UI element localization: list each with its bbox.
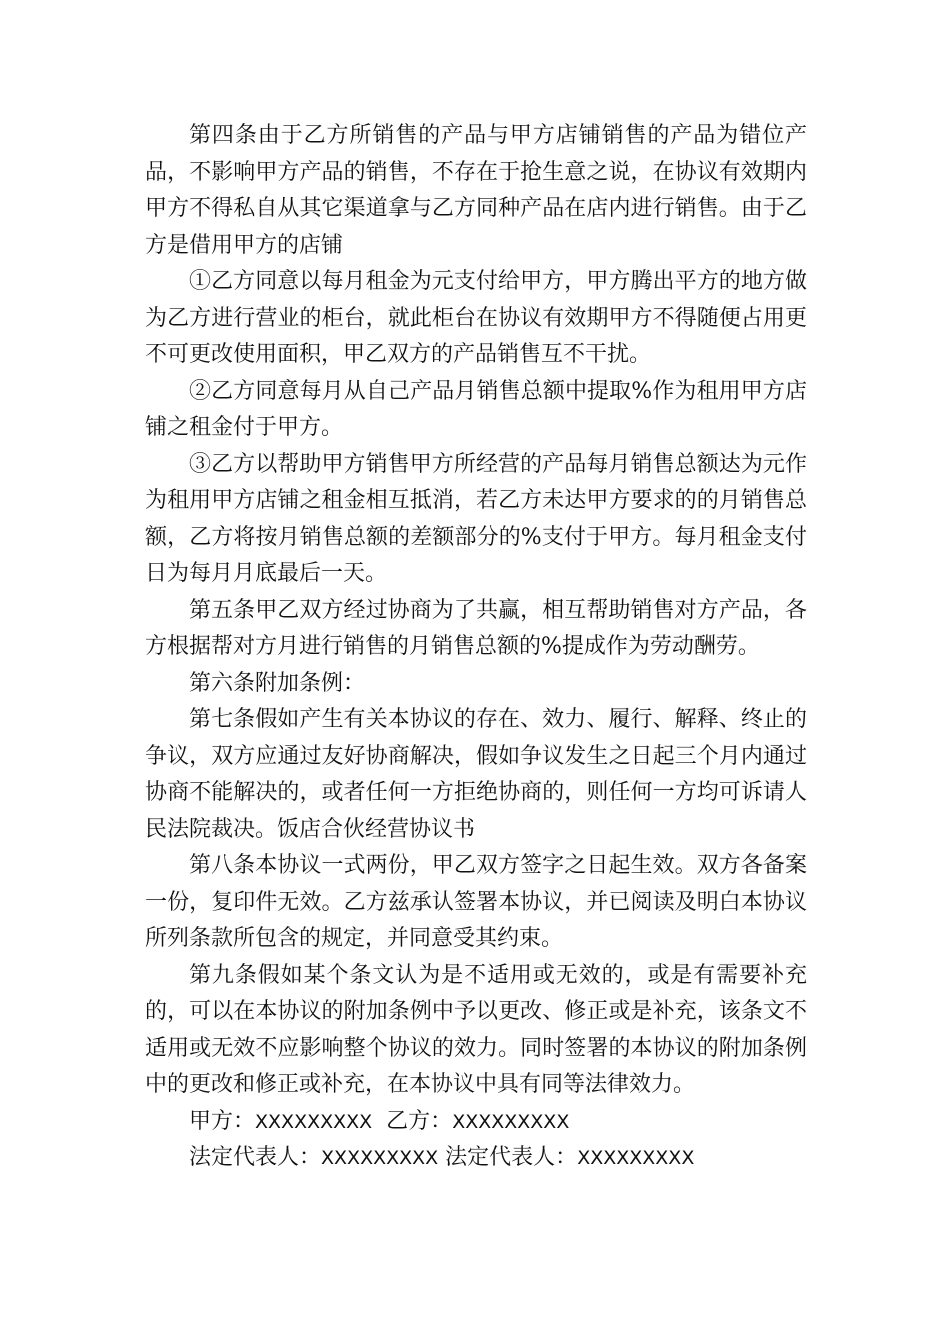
article-4-item-1: ①乙方同意以每月租金为元支付给甲方，甲方腾出平方的地方做为乙方进行营业的柜台，就此柜台在协议有效期甲方不得随便占用更不可更改使用面积，甲乙双方的产品销售互不干扰。 <box>145 269 807 367</box>
article-9: 第九条假如某个条文认为是不适用或无效的，或是有需要补充的，可以在本协议的附加条例中予以更改、修正或是补充，该条文不适用或无效不应影响整个协议的效力。同时签署的本协议的附加条例中的更改和修正或补充，在本协议中具有同等法律效力。 <box>145 962 807 1097</box>
article-4-item-2: ②乙方同意每月从自己产品月销售总额中提取%作为租用甲方店铺之租金付于甲方。 <box>145 378 807 440</box>
article-8: 第八条本协议一式两份，甲乙双方签字之日起生效。双方各备案一份，复印件无效。乙方兹承认签署本协议，并已阅读及明白本协议所列条款所包含的规定，并同意受其约束。 <box>145 853 807 951</box>
article-4-item-3: ③乙方以帮助甲方销售甲方所经营的产品每月销售总额达为元作为租用甲方店铺之租金相互抵消，若乙方未达甲方要求的的月销售总额，乙方将按月销售总额的差额部分的%支付于甲方。每月租金支付日为每月月底最后一天。 <box>145 451 807 586</box>
article-5: 第五条甲乙双方经过协商为了共赢，相互帮助销售对方产品，各方根据帮对方月进行销售的月销售总额的%提成作为劳动酬劳。 <box>145 597 807 659</box>
party-b-value: XXXXXXXXX <box>452 1110 570 1133</box>
rep-a-value: XXXXXXXXX <box>321 1147 439 1169</box>
party-a-label: 甲方： <box>189 1108 256 1134</box>
representative-signature-line <box>145 1140 807 1177</box>
rep-a-label: 法定代表人： <box>189 1145 322 1170</box>
article-7: 第七条假如产生有关本协议的存在、效力、履行、解释、终止的争议，双方应通过友好协商解决，假如争议发生之日起三个月内通过协商不能解决的，或者任何一方拒绝协商的，则任何一方均可诉请人民法院裁决。饭店合伙经营协议书 <box>145 707 807 842</box>
document-body <box>145 118 807 1177</box>
party-b-label: 乙方： <box>386 1108 453 1134</box>
article-4: 第四条由于乙方所销售的产品与甲方店铺销售的产品为错位产品，不影响甲方产品的销售，不存在于抢生意之说，在协议有效期内甲方不得私自从其它渠道拿与乙方同种产品在店内进行销售。由于乙方是借用甲方的店铺 <box>145 123 807 258</box>
rep-b-label: 法定代表人： <box>445 1145 578 1170</box>
rep-b-value: XXXXXXXXX <box>577 1147 695 1169</box>
party-signature-line <box>145 1104 807 1141</box>
party-a-value: XXXXXXXXX <box>255 1110 373 1133</box>
article-6: 第六条附加条例： <box>189 670 366 696</box>
